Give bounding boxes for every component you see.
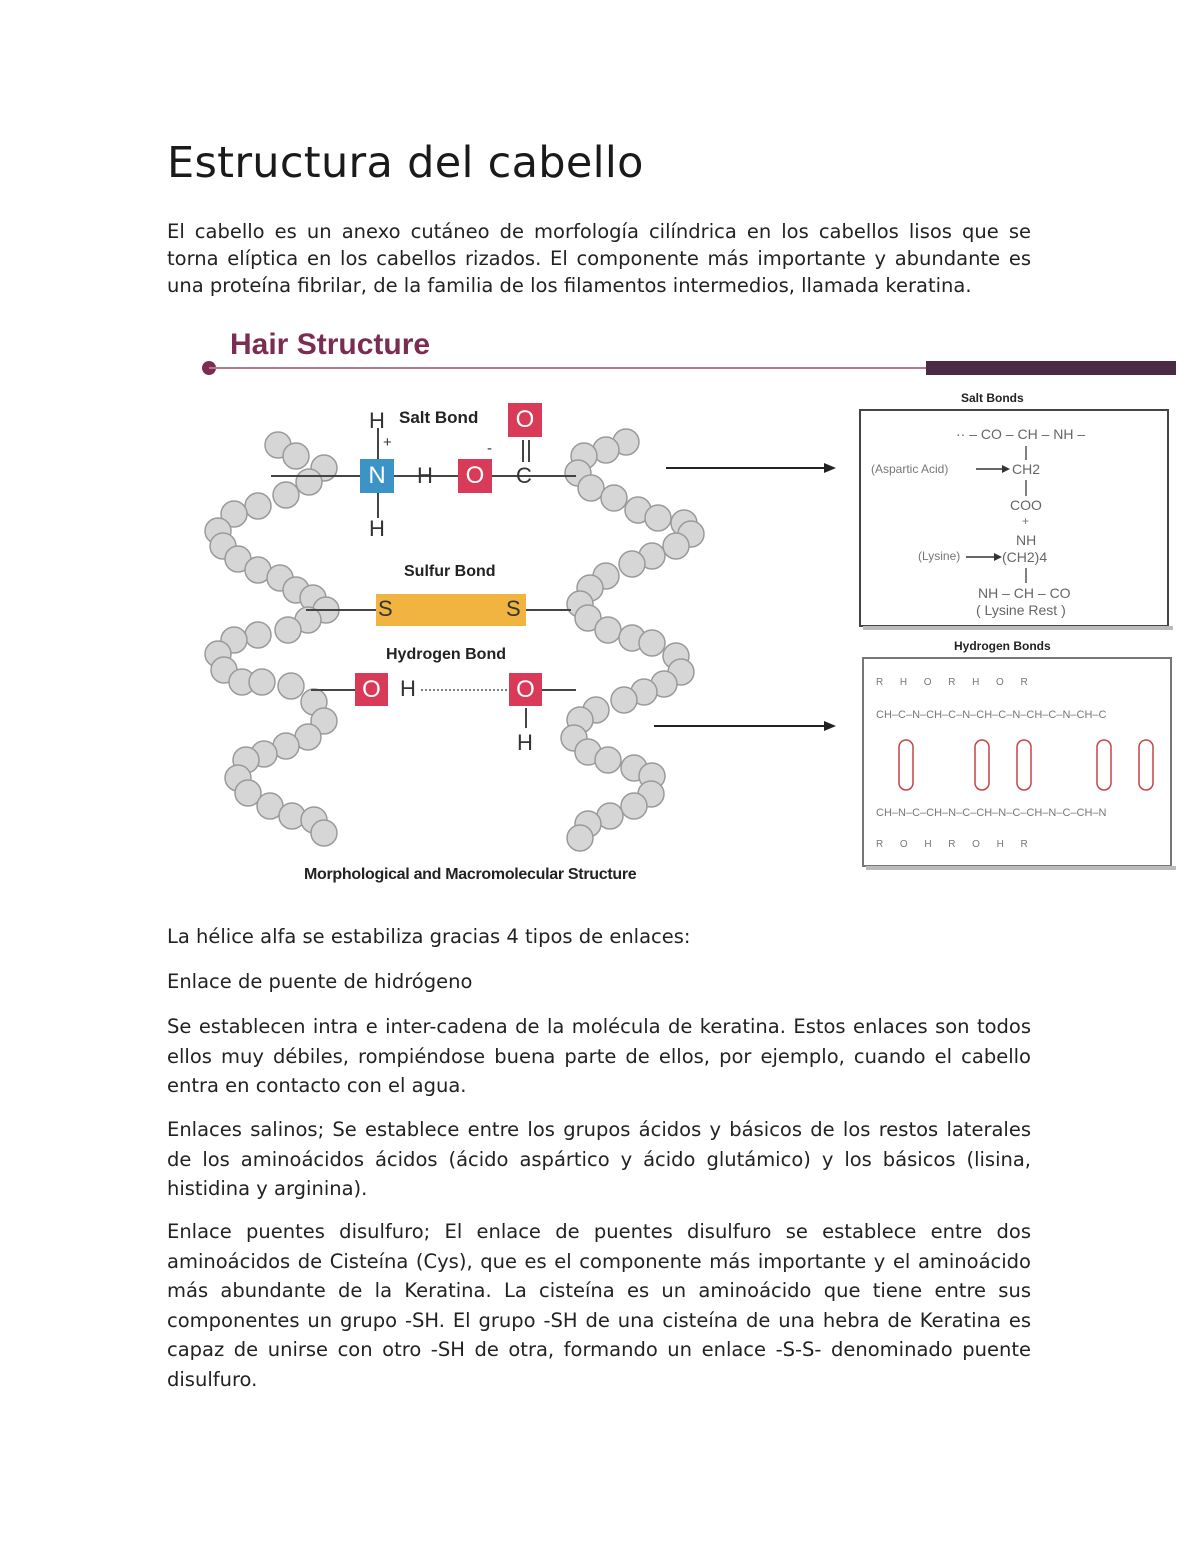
left-bead-3: [296, 469, 322, 495]
intro-paragraph: El cabello es un anexo cutáneo de morfología cilíndrica en los cabellos lisos que se torna elíptica en los cabellos rizados. El componente más importante y abundante es una proteína fibrilar, de la familia de los filamentos intermedios, llamada keratina.: [167, 220, 1031, 297]
hbond-top-substituents: R H O R H O R: [876, 677, 1028, 688]
right-bead-36: [567, 825, 593, 851]
atom-s-left: S: [378, 596, 393, 621]
hydrogen-bond-paragraph: Se establecen intra e inter-cadena de la molécula de keratina. Estos enlaces son todos ellos muy débiles, rompiéndose buena parte de ellos, por ejemplo, cuando el cabello entra en contacto con el agua.: [167, 1015, 1031, 1097]
salt-plus: +: [1022, 514, 1030, 528]
hbond-bottom-chain: CH–N–C–CH–N–C–CH–N–C–CH–N–C–CH–N: [876, 807, 1107, 819]
right-bead-7: [645, 505, 671, 531]
figure-caption: Morphological and Macromolecular Structure: [304, 866, 637, 883]
atom-s-right: S: [506, 596, 521, 621]
right-bead-5: [601, 485, 627, 511]
left-bead-23: [278, 673, 304, 699]
salt-box-shadow: [863, 626, 1173, 630]
lysine-rest-label: ( Lysine Rest ): [976, 602, 1066, 618]
keratin-bead-chains: [205, 429, 704, 851]
right-bead-24: [611, 687, 637, 713]
sulfur-bond-bar: [376, 594, 526, 626]
helix-intro: La hélice alfa se estabiliza gracias 4 tipos de enlaces:: [167, 925, 691, 948]
right-bead-4: [578, 475, 604, 501]
atom-h-bottom: H: [369, 516, 385, 541]
sulfur-bond-label: Sulfur Bond: [404, 563, 496, 580]
right-bead-19: [639, 630, 665, 656]
left-bead-4: [273, 482, 299, 508]
right-bead-10: [663, 533, 689, 559]
atom-h-hbond: H: [400, 676, 416, 701]
charge-minus: -: [487, 440, 492, 457]
hydrogen-bond-label: Hydrogen Bond: [386, 646, 506, 663]
salt-chain-bottom: NH – CH – CO: [978, 585, 1071, 601]
left-bead-16: [275, 617, 301, 643]
salt-ch2-4: (CH2)4: [1002, 549, 1048, 565]
hbond-box-shadow: [866, 866, 1176, 870]
salt-ch2: CH2: [1012, 461, 1041, 477]
atom-o-salt: O: [458, 459, 492, 493]
disulfide-paragraph: Enlace puentes disulfuro; El enlace de puentes disulfuro se establece entre dos aminoácidos de Cisteína (Cys), que es el componente más importante y el aminoácido más abundante de la Keratina. La cisteína es un aminoácido que tiene entre sus componentes un grupo -SH. El grupo -SH de una cisteína de una hebra de Keratina es capaz de unirse con otro -SH de otra, formando un enlace -S-S- denominado puente disulfuro.: [167, 1220, 1031, 1391]
atom-n: N: [360, 459, 394, 493]
left-bead-35: [311, 820, 337, 846]
right-bead-12: [619, 551, 645, 577]
header-bar: [926, 361, 1176, 375]
left-bead-17: [245, 622, 271, 648]
right-bead-29: [595, 747, 621, 773]
left-bead-22: [249, 669, 275, 695]
figure-title: Hair Structure: [230, 328, 431, 361]
page-title: Estructura del cabello: [167, 138, 644, 188]
aspartic-acid-label: (Aspartic Acid): [871, 462, 949, 476]
salt-arrow-head: [824, 463, 836, 473]
atom-o-hbond-left: O: [355, 673, 388, 706]
hbond-bottom-substituents: R O H R O H R: [876, 839, 1028, 850]
salt-chain-top: ·· – CO – CH – NH –: [956, 426, 1086, 442]
lysine-label: (Lysine): [918, 549, 961, 563]
atom-h-hbond-bottom: H: [517, 730, 533, 755]
salt-coo: COO: [1010, 497, 1042, 513]
salt-nh: NH: [1016, 532, 1037, 548]
salt-bond-label: Salt Bond: [399, 408, 479, 427]
hydrogen-bonds-box-title: Hydrogen Bonds: [954, 639, 1051, 653]
atom-o-hbond-right: O: [509, 673, 542, 706]
salt-bonds-box-title: Salt Bonds: [961, 391, 1024, 405]
hair-structure-figure: [196, 328, 1180, 890]
left-bead-1: [283, 443, 309, 469]
right-bead-17: [595, 617, 621, 643]
left-bead-5: [245, 493, 271, 519]
hbond-top-chain: CH–C–N–CH–C–N–CH–C–N–CH–C–N–CH–C: [876, 709, 1107, 721]
salt-bond-paragraph: Enlaces salinos; Se establece entre los grupos ácidos y básicos de los restos laterales de los aminoácidos ácidos (ácido aspártico y ácido glutámico) y los básicos (lisina, histidina y arginina).: [167, 1118, 1031, 1200]
hydrogen-bond-heading: Enlace de puente de hidrógeno: [167, 970, 473, 993]
charge-plus: +: [383, 434, 392, 451]
atom-h-mid: H: [417, 463, 433, 488]
atom-o-top: O: [508, 403, 542, 437]
hbond-arrow-head: [824, 721, 836, 731]
atom-h-top: H: [369, 408, 385, 433]
atom-c: C: [516, 463, 532, 488]
right-bead-33: [621, 793, 647, 819]
